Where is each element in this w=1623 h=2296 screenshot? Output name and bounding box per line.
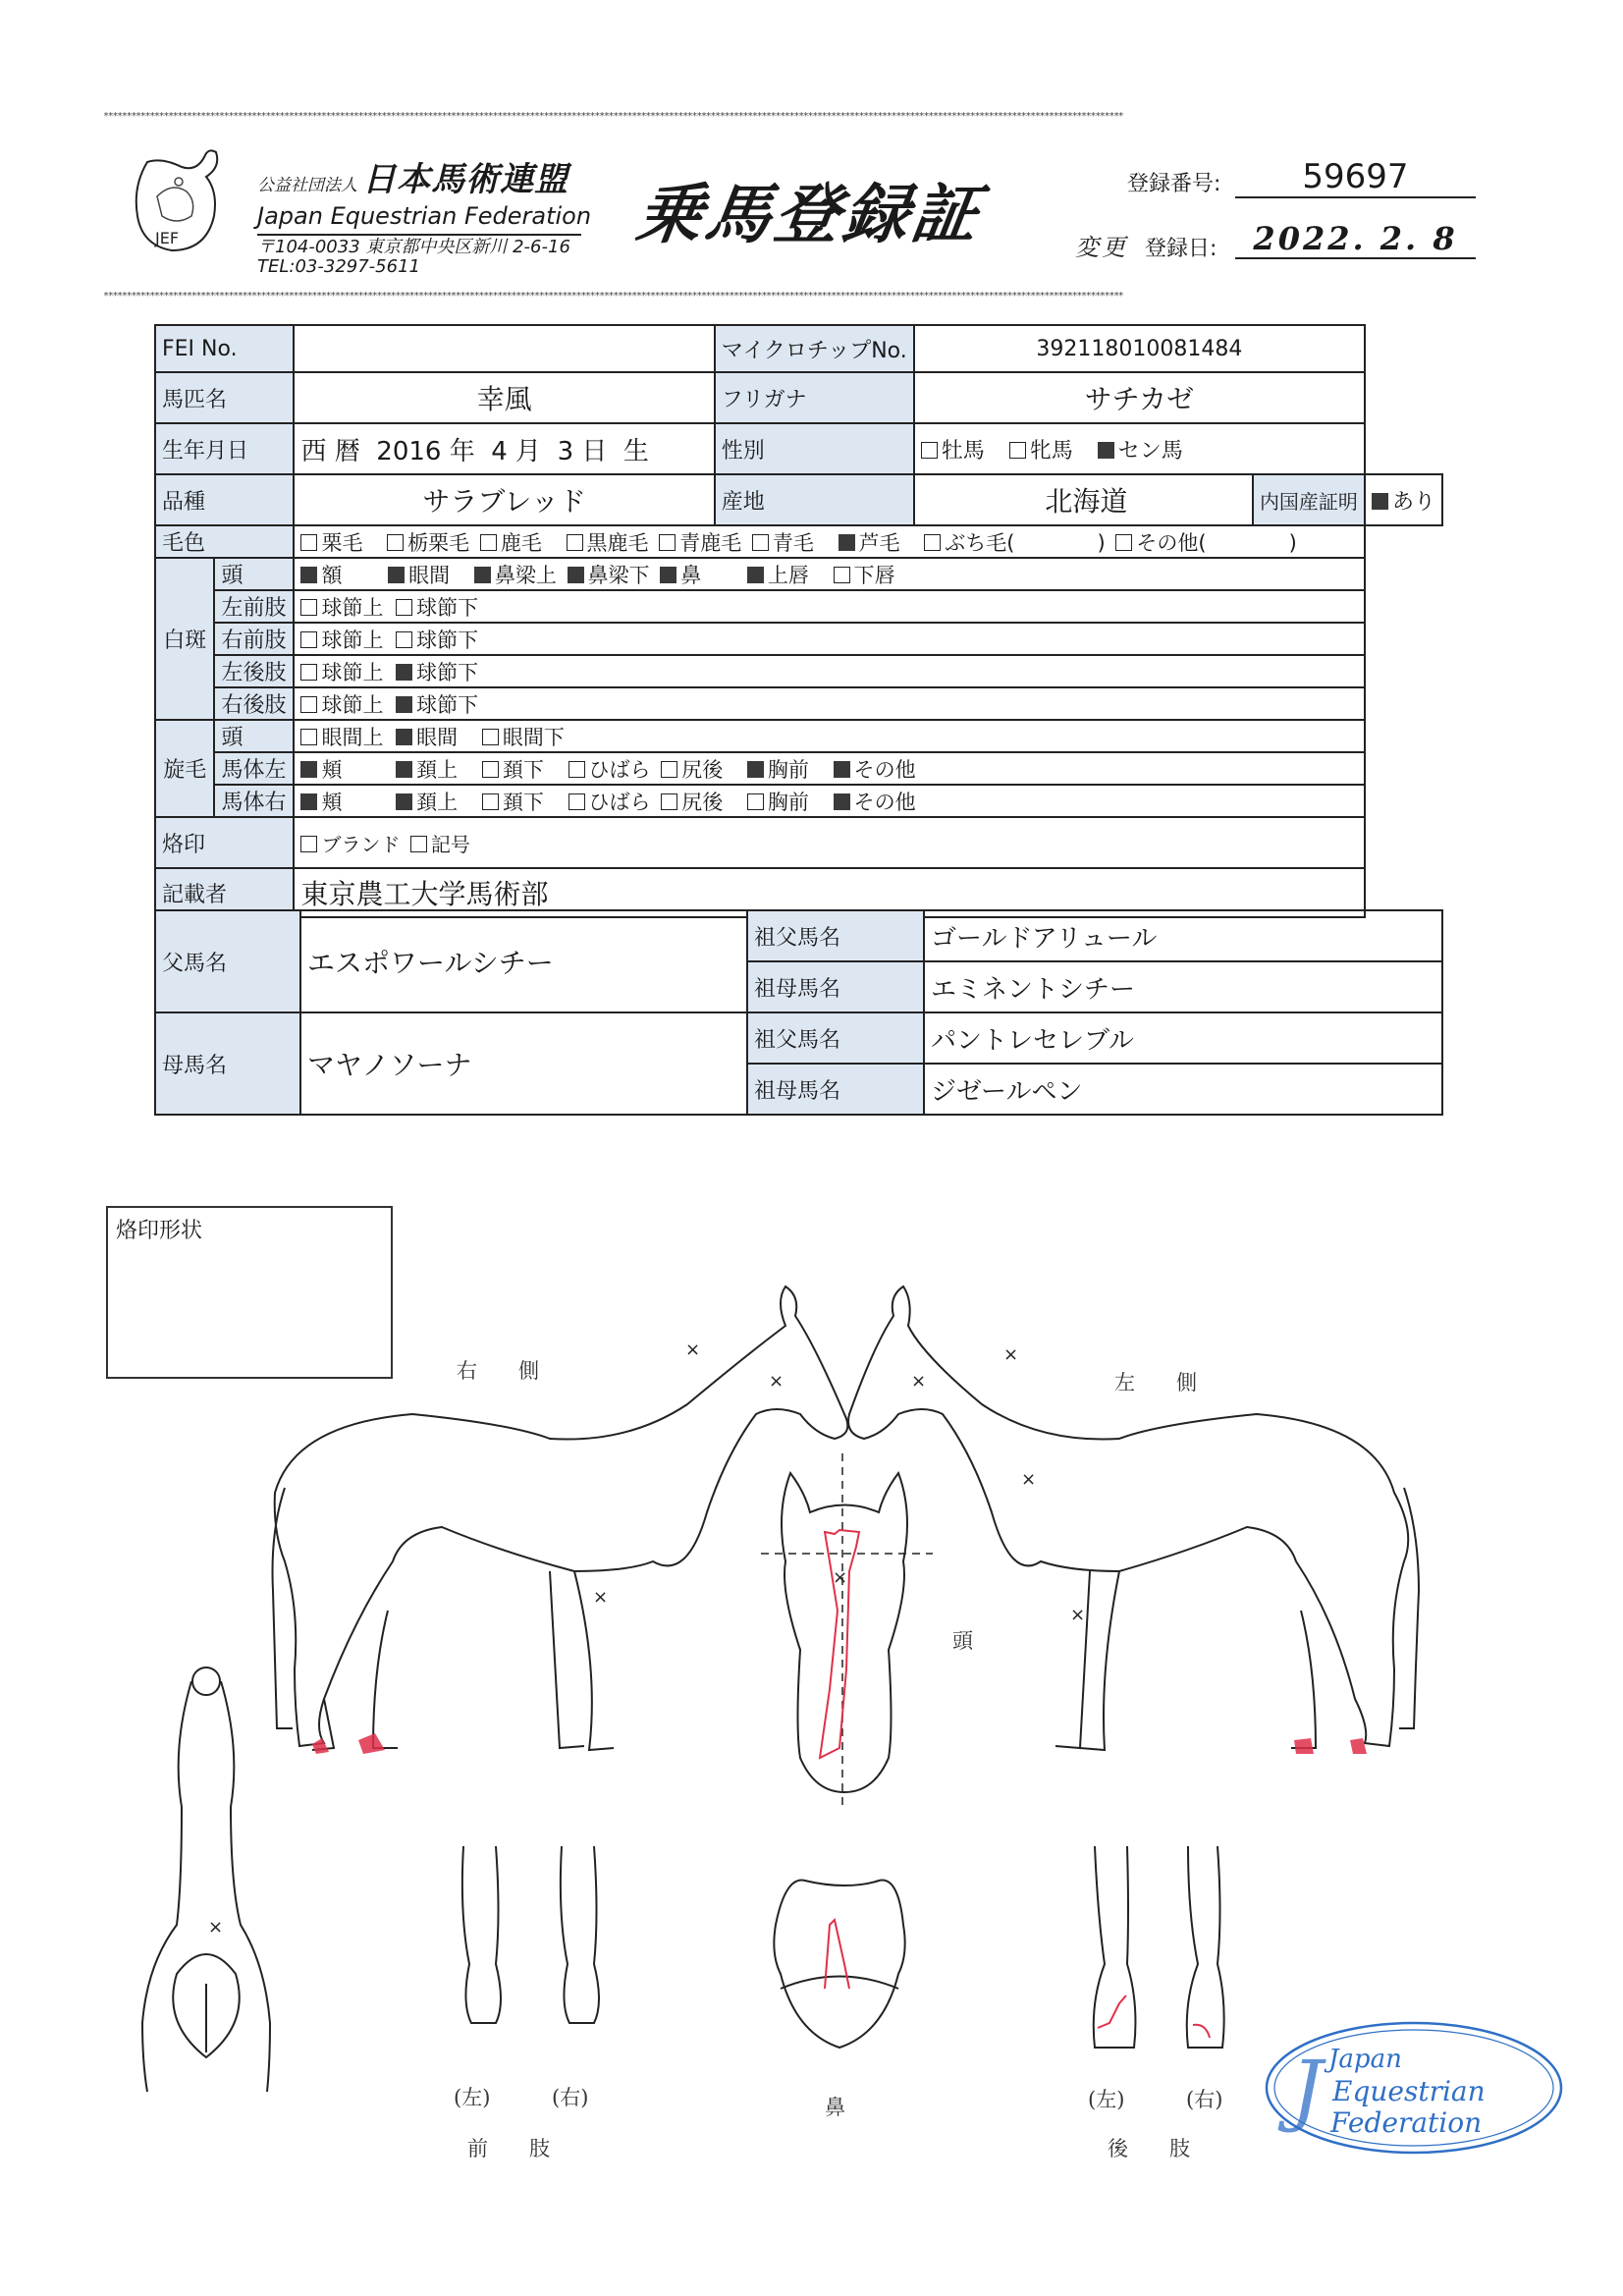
left-side-horse-icon <box>848 1286 1419 1750</box>
horse-top-view-icon <box>142 1667 270 2092</box>
option[interactable]: 眼間上 <box>300 722 383 751</box>
option[interactable]: 球節下 <box>396 689 478 719</box>
coat-option[interactable]: 青毛 <box>752 527 814 557</box>
option[interactable]: 下唇 <box>834 560 895 589</box>
option[interactable]: 頚上 <box>396 754 458 784</box>
sex-option-stallion[interactable]: 牡馬 <box>921 434 985 465</box>
white-marking-part: 右前肢 <box>214 623 294 655</box>
option[interactable]: 尻後 <box>661 787 723 816</box>
option[interactable]: 球節上 <box>300 657 383 686</box>
coat-option[interactable]: 青鹿毛 <box>659 527 741 557</box>
svg-text:×: × <box>593 1587 609 1608</box>
option[interactable]: 球節下 <box>396 625 478 654</box>
microchip-label: マイクロチップNo. <box>715 325 914 372</box>
svg-text:×: × <box>911 1371 927 1392</box>
option[interactable]: その他 <box>834 787 916 816</box>
fore-limbs-icon <box>462 1846 599 2023</box>
svg-text:×: × <box>1021 1469 1037 1490</box>
sire-value[interactable]: エスポワールシチー <box>300 910 747 1012</box>
fore-limbs-label: 前 肢 <box>467 2137 550 2160</box>
hind-left-label: (左) <box>1088 2088 1125 2111</box>
brand-shape-label: 烙印形状 <box>116 1219 203 1243</box>
registration-number-label: 登録番号: <box>1127 172 1221 196</box>
furigana-value[interactable]: サチカゼ <box>914 372 1365 423</box>
option[interactable]: 球節上 <box>300 689 383 719</box>
brand-label: 烙印 <box>155 817 294 868</box>
coat-option[interactable]: 栃栗毛 <box>387 527 469 557</box>
svg-text:×: × <box>1003 1344 1019 1365</box>
birth-date-label: 生年月日 <box>155 423 294 474</box>
option[interactable]: 尻後 <box>661 754 723 784</box>
svg-text:×: × <box>1070 1605 1086 1625</box>
hind-limbs-label: 後 肢 <box>1108 2137 1190 2160</box>
option[interactable]: 頬 <box>300 754 342 784</box>
dam-granddam-value[interactable]: ジゼールペン <box>924 1064 1442 1115</box>
star-border-bottom: **************************************************************************************************************************************************************************************************************************** <box>103 291 1123 301</box>
option[interactable]: 胸前 <box>747 787 809 816</box>
registration-date: 2022. 2. 8 <box>1235 220 1476 259</box>
org-address: 〒104-0033 東京都中央区新川 2-6-16 <box>257 237 570 257</box>
breed-label: 品種 <box>155 474 294 525</box>
hind-right-label: (右) <box>1186 2088 1223 2111</box>
option[interactable]: 頚下 <box>482 787 544 816</box>
svg-text:J: J <box>1291 2044 1324 2135</box>
fei-no-label: FEI No. <box>155 325 294 372</box>
origin-label: 産地 <box>715 474 914 525</box>
option[interactable]: 眼間下 <box>482 722 565 751</box>
birth-date-value[interactable]: 西 暦 2016 年 4 月 3 日 生 <box>294 423 714 474</box>
breed-value[interactable]: サラブレッド <box>294 474 714 525</box>
right-side-label: 右 側 <box>457 1359 539 1383</box>
option[interactable]: その他 <box>834 754 916 784</box>
dam-granddam-label: 祖母馬名 <box>747 1064 924 1115</box>
option[interactable]: 球節上 <box>300 625 383 654</box>
sire-grandsire-value[interactable]: ゴールドアリュール <box>924 910 1442 961</box>
coat-option[interactable]: 鹿毛 <box>480 527 542 557</box>
horse-name-label: 馬匹名 <box>155 372 294 423</box>
whorl-markers <box>593 1339 1085 1625</box>
option[interactable]: 眼間 <box>388 560 450 589</box>
svg-text:×: × <box>769 1371 784 1392</box>
dam-label: 母馬名 <box>155 1012 300 1115</box>
option[interactable]: 上唇 <box>747 560 809 589</box>
option[interactable]: 球節上 <box>300 592 383 622</box>
sire-grandsire-label: 祖父馬名 <box>747 910 924 961</box>
option[interactable]: 胸前 <box>747 754 809 784</box>
coat-option[interactable]: 黒鹿毛 <box>567 527 649 557</box>
sire-label: 父馬名 <box>155 910 300 1012</box>
sire-granddam-label: 祖母馬名 <box>747 961 924 1012</box>
jef-stamp-icon <box>1262 2018 1566 2158</box>
right-side-horse-icon <box>273 1286 848 1750</box>
head-marking-outline <box>820 1530 859 1758</box>
option[interactable]: 眼間 <box>396 722 458 751</box>
org-prefix: 公益社団法人 <box>257 176 357 195</box>
sire-granddam-value[interactable]: エミネントシチー <box>924 961 1442 1012</box>
option[interactable]: 額 <box>300 560 342 589</box>
svg-text:×: × <box>685 1339 701 1360</box>
nose-label: 鼻 <box>825 2096 845 2119</box>
fore-left-label: (左) <box>454 2086 491 2109</box>
whorl-part: 馬体左 <box>214 752 294 785</box>
dam-value[interactable]: マヤノソーナ <box>300 1012 747 1115</box>
svg-text:×: × <box>833 1567 848 1588</box>
nose-marking-outline <box>825 1920 849 1989</box>
coat-option[interactable]: 栗毛 <box>300 527 362 557</box>
star-border-top: **************************************************************************************************************************************************************************************************************************** <box>103 111 1123 122</box>
left-side-label: 左 側 <box>1114 1371 1197 1394</box>
furigana-label: フリガナ <box>715 372 914 423</box>
option[interactable]: 頚上 <box>396 787 458 816</box>
origin-value[interactable]: 北海道 <box>914 474 1253 525</box>
option[interactable]: 頚下 <box>482 754 544 784</box>
sex-option-gelding[interactable]: セン馬 <box>1098 434 1183 465</box>
recorder-label: 記載者 <box>155 868 294 917</box>
svg-text:JEF: JEF <box>155 229 180 247</box>
head-label: 頭 <box>952 1629 973 1653</box>
option[interactable]: ブランド <box>300 829 400 857</box>
option[interactable]: 鼻梁上 <box>474 560 557 589</box>
whorl-marker-icon: × <box>208 1917 224 1938</box>
svg-text:Federation: Federation <box>1330 2106 1483 2139</box>
coat-color-label: 毛色 <box>155 525 294 558</box>
white-marking-part: 左後肢 <box>214 655 294 687</box>
domestic-cert-option[interactable]: あり <box>1365 474 1442 525</box>
white-marking-part: 頭 <box>214 558 294 590</box>
microchip-value[interactable]: 392118010081484 <box>914 325 1365 372</box>
document-title: 乗馬登録証 <box>631 177 987 252</box>
domestic-cert-label: 内国産証明 <box>1253 474 1365 525</box>
sex-label: 性別 <box>715 423 914 474</box>
horse-nose-icon <box>774 1881 904 2048</box>
white-markings-label: 白斑 <box>155 558 214 720</box>
whorl-part: 頭 <box>214 720 294 752</box>
fore-right-label: (右) <box>552 2086 589 2109</box>
coat-option-grey[interactable]: 芦毛 <box>839 527 900 557</box>
coat-option[interactable]: ぶち毛( ) <box>924 527 1105 557</box>
change-note: 変更 <box>1075 234 1128 261</box>
dam-grandsire-value[interactable]: パントレセレブル <box>924 1012 1442 1064</box>
dam-grandsire-label: 祖父馬名 <box>747 1012 924 1064</box>
svg-text:Japan: Japan <box>1328 2045 1402 2074</box>
option[interactable]: 鼻 <box>660 560 701 589</box>
option[interactable]: 頬 <box>300 787 342 816</box>
option[interactable]: ひばら <box>568 787 651 816</box>
org-tel: TEL:03-3297-5611 <box>257 256 420 277</box>
registration-number: 59697 <box>1235 157 1476 198</box>
org-name-en: Japan Equestrian Federation <box>257 202 592 230</box>
org-name-jp: 日本馬術連盟 <box>362 160 569 199</box>
option[interactable]: 球節下 <box>396 657 478 686</box>
whorl-part: 馬体右 <box>214 785 294 817</box>
whorls-label: 旋毛 <box>155 720 214 817</box>
coat-option[interactable]: その他( ) <box>1115 527 1296 557</box>
recorder-value[interactable]: 東京農工大学馬術部 <box>294 868 1365 917</box>
svg-text:Equestrian: Equestrian <box>1332 2075 1486 2107</box>
white-marking-part: 右後肢 <box>214 687 294 720</box>
option[interactable]: 球節下 <box>396 592 478 622</box>
option[interactable]: ひばら <box>568 754 651 784</box>
horse-name-value[interactable]: 幸風 <box>294 372 714 423</box>
hind-right-marking-outline <box>1193 2025 1210 2038</box>
option[interactable]: 記号 <box>410 829 470 857</box>
option[interactable]: 鼻梁下 <box>568 560 650 589</box>
hind-left-marking-outline <box>1098 1995 1126 2028</box>
white-marking-part: 左前肢 <box>214 590 294 623</box>
registration-date-label: 登録日: <box>1145 237 1217 261</box>
sex-option-mare[interactable]: 牝馬 <box>1009 434 1073 465</box>
